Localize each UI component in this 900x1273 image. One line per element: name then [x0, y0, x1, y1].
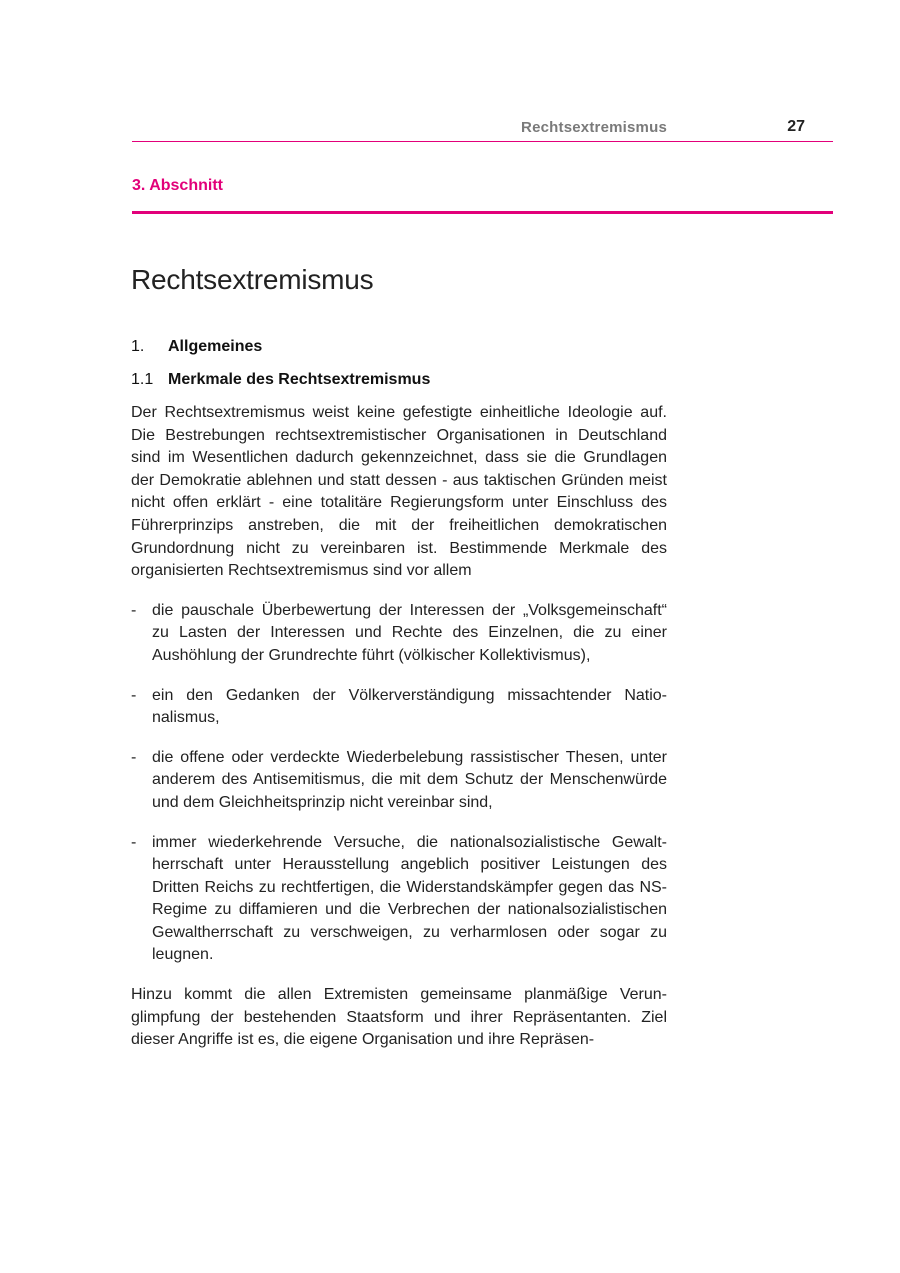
chapter-title: Rechtsextremismus [131, 264, 374, 295]
list-item [131, 685, 667, 730]
page-number: 27 [787, 118, 805, 135]
heading-number: 1. [131, 338, 145, 355]
bullet-marker: - [131, 601, 137, 619]
paragraph: Der Rechtsextremismus weist keine gefestigte einheitliche Ideologie auf. Die Bestrebungen rechtsextremistischer Organisationen in Deutschland sind im Wesentlichen dadurch gekennzeichnet, dass sie die Grundlagen der Demokratie ablehnen und statt dessen - aus taktischen Gründen meist nicht offen erklärt - eine totalitäre Regierungsform unter Einschluss des Führerprinzips anstreben, die mit der freiheitlichen demokratischen Grundordnung nicht zu vereinbaren ist. Bestimmende Merkmale des organisierten Rechtsextremismus sind vor allem [131, 404, 667, 580]
list-item [131, 747, 667, 815]
list-item-text: immer wiederkehrende Versuche, die nationalsozialistische Gewaltherrschaft unter Herausstellung angeblich positiver Leistungen des Dritten Reichs zu rechtfertigen, die Widerstandskämpfer gegen das NS-Regime zu diffamieren und die Verbrechen der nationalsozialistischen Gewaltherrschaft zu verschweigen, zu verharmlosen oder sogar zu leugnen. [152, 833, 667, 964]
running-header [132, 117, 833, 139]
header-rule [132, 141, 833, 142]
list-item [131, 600, 667, 668]
paragraph: Hinzu kommt die allen Extremisten gemeinsame planmäßige Verunglimpfung der bestehenden Staatsform und ihrer Repräsentanten. Ziel dieser Angriffe ist es, die eigene Organisation und ihre Repräsen- [131, 986, 667, 1049]
heading-1-1 [131, 369, 667, 391]
list-item-text: die pauschale Überbewertung der Interessen der „Volksgemeinschaft“ zu Lasten der Interessen und Rechte des Einzelnen, die zu einer Aushöhlung der Grundrechte führt (völkischer Kollektivismus), [152, 601, 667, 664]
body-content [131, 336, 667, 1069]
bullet-marker: - [131, 748, 137, 766]
heading-text: Allgemeines [168, 338, 263, 355]
list-item-text: ein den Gedanken der Völkerverständigung missachtender Nationalismus, [152, 686, 667, 727]
section-label: 3. Abschnitt [132, 177, 223, 194]
bullet-list [131, 600, 667, 967]
section-rule [132, 211, 833, 214]
heading-text: Merkmale des Rechtsextremismus [168, 371, 431, 388]
running-title: Rechtsextremismus [521, 119, 667, 136]
bullet-marker: - [131, 686, 137, 704]
list-item [131, 832, 667, 968]
bullet-marker: - [131, 833, 137, 851]
heading-number: 1.1 [131, 371, 154, 388]
heading-1 [131, 336, 667, 358]
list-item-text: die offene oder verdeckte Wiederbelebung rassistischer Thesen, unter anderem des Antisemitismus, die mit dem Schutz der Menschenwürde und dem Gleichheitsprinzip nicht vereinbar sind, [152, 748, 667, 811]
